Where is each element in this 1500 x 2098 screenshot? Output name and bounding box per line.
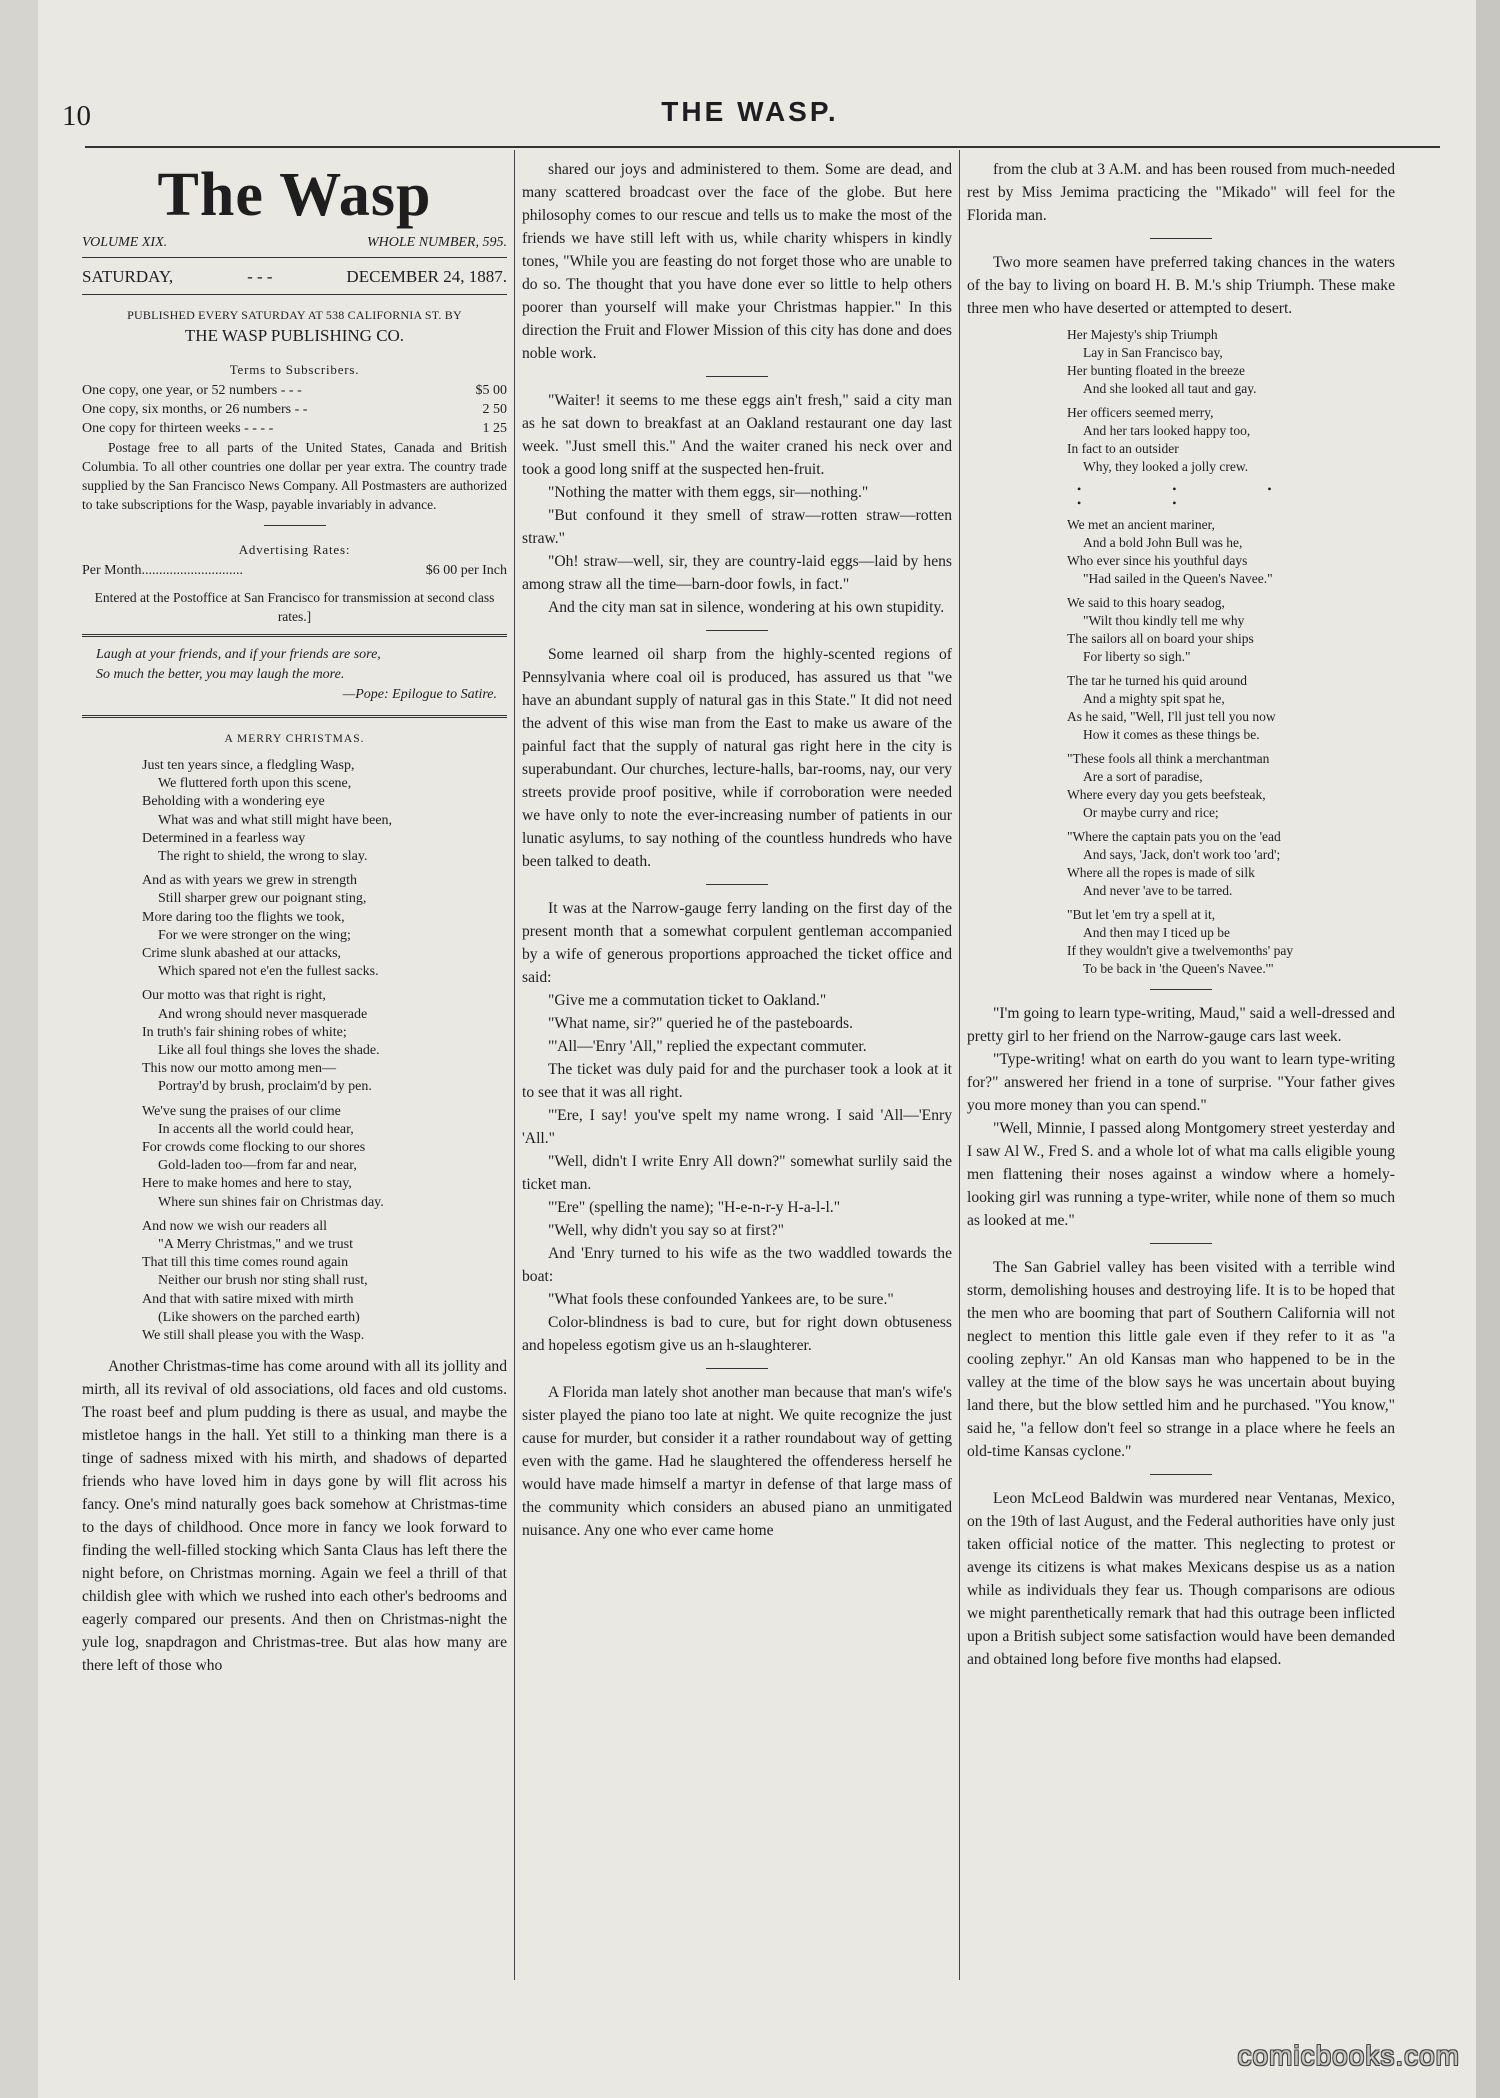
poem-line: What was and what still might have been, bbox=[158, 812, 393, 828]
song-line: "But let 'em try a spell at it, bbox=[1067, 907, 1216, 922]
term-label: One copy, one year, or 52 numbers - - - bbox=[82, 383, 302, 398]
song-line: Why, they looked a jolly crew. bbox=[1083, 459, 1249, 474]
song-line: If they wouldn't give a twelvemonths' pay bbox=[1067, 943, 1294, 958]
poem-stanza bbox=[142, 987, 507, 1096]
divider bbox=[706, 1368, 768, 1369]
song-line: Where every day you gets beefsteak, bbox=[1067, 787, 1266, 802]
terms-table bbox=[82, 381, 507, 438]
paragraph: "Type-writing! what on earth do you want to learn type-writing for?" answered her friend in a tone of surprise. "Your father gives you more money than you can spend." bbox=[967, 1051, 1395, 1114]
poem-line: That till this time comes round again bbox=[142, 1255, 349, 1271]
song-stanza bbox=[1067, 672, 1395, 744]
poem-line: And as with years we grew in strength bbox=[142, 873, 358, 889]
poem-line: Beholding with a wondering eye bbox=[142, 794, 325, 810]
poem-line: Which spared not e'en the fullest sacks. bbox=[158, 964, 379, 980]
poem-line: "A Merry Christmas," and we trust bbox=[158, 1237, 353, 1253]
poem-title: A MERRY CHRISTMAS. bbox=[224, 733, 365, 745]
poem-line: We still shall please you with the Wasp. bbox=[142, 1328, 365, 1344]
poem-line: (Like showers on the parched earth) bbox=[158, 1309, 360, 1325]
song-triumph bbox=[967, 326, 1395, 978]
song-line: The sailors all on board your ships bbox=[1067, 631, 1254, 646]
song-line: Her Majesty's ship Triumph bbox=[1067, 327, 1218, 342]
poem-stanza bbox=[142, 1218, 507, 1345]
paragraph: Color-blindness is bad to cure, but for right down obtuseness and hopeless egotism give us an h-slaughterer. bbox=[522, 1314, 952, 1354]
article-eggs bbox=[522, 389, 952, 619]
paragraph: The San Gabriel valley has been visited with a terrible wind storm, demolishing houses and destroying life. It is to be hoped that the men who are booming that part of Southern California will not neglect to mention this little gale even if they refer to it as "a cooling zephyr." An old Kansas man who happened to be in the valley at the time of the blow says he was uncertain about buying land there, but the blow settled him and he purchased. "You know," said he, "a fellow don't feel so strange in a place where he feels an old-time Kansas cyclone." bbox=[967, 1259, 1395, 1460]
song-line: Her bunting floated in the breeze bbox=[1067, 363, 1246, 378]
song-line: To be back in 'the Queen's Navee.'" bbox=[1083, 961, 1274, 976]
poem-line: Crime slunk abashed at our attacks, bbox=[142, 946, 342, 962]
header-rule bbox=[85, 146, 1440, 148]
song-line: And she looked all taut and gay. bbox=[1083, 381, 1257, 396]
divider bbox=[706, 376, 768, 377]
article-florida-cont bbox=[967, 158, 1395, 227]
page-edge bbox=[1476, 0, 1500, 2098]
article-fruit-flower bbox=[522, 158, 952, 365]
dashes: - - - bbox=[247, 267, 273, 286]
song-stanza bbox=[1067, 326, 1395, 398]
running-head: THE WASP. bbox=[661, 96, 839, 127]
song-line: "These fools all think a merchantman bbox=[1067, 751, 1270, 766]
song-line: Her officers seemed merry, bbox=[1067, 405, 1214, 420]
ad-label: Per Month............................. bbox=[82, 563, 243, 578]
paragraph: "'All—'Enry 'All," replied the expectant commuter. bbox=[548, 1038, 867, 1055]
postage-note: Postage free to all parts of the United States, Canada and British Columbia. To all other countries one dollar per year extra. The country trade supplied by the San Francisco News Company. All Postmasters are authorized to take subscriptions for the Wasp, payable invariably in advance. bbox=[82, 440, 507, 512]
divider bbox=[1150, 238, 1212, 239]
dateline bbox=[82, 257, 507, 295]
whole-number: WHOLE NUMBER, 595. bbox=[367, 235, 507, 250]
poem-line: Like all foul things she loves the shade. bbox=[158, 1043, 380, 1059]
paragraph: "I'm going to learn type-writing, Maud," said a well-dressed and pretty girl to her friend on the Narrow-gauge cars last week. bbox=[967, 1005, 1395, 1045]
poem-line: Determined in a fearless way bbox=[142, 830, 306, 846]
masthead-title: The Wasp bbox=[157, 161, 432, 229]
article-ferry bbox=[522, 897, 952, 1357]
column-rule-2 bbox=[959, 150, 960, 1980]
column-rule-1 bbox=[514, 150, 515, 1980]
column-1 bbox=[82, 158, 507, 1677]
poem-line: Where sun shines fair on Christmas day. bbox=[158, 1194, 384, 1210]
song-line: How it comes as these things be. bbox=[1083, 727, 1260, 742]
song-line: And a bold John Bull was he, bbox=[1083, 535, 1243, 550]
song-line: "Where the captain pats you on the 'ead bbox=[1067, 829, 1281, 844]
paragraph: Two more seamen have preferred taking chances in the waters of the bay to living on board H. B. M.'s ship Triumph. These make three men who have deserted or attempted to desert. bbox=[967, 254, 1395, 317]
advertising-heading: Advertising Rates: bbox=[238, 542, 351, 557]
poem-line: Neither our brush nor sting shall rust, bbox=[158, 1273, 368, 1289]
poem-line: We fluttered forth upon this scene, bbox=[158, 776, 352, 792]
song-line: And then may I ticed up be bbox=[1083, 925, 1230, 940]
epigraph-line: So much the better, you may laugh the more. bbox=[96, 667, 345, 682]
song-stanza bbox=[1067, 828, 1395, 900]
term-price: $5 00 bbox=[475, 383, 507, 398]
watermark: comicbooks.com bbox=[1237, 2040, 1460, 2071]
song-line: As he said, "Well, I'll just tell you now bbox=[1067, 709, 1276, 724]
article-baldwin bbox=[967, 1487, 1395, 1671]
poem-line: For crowds come flocking to our shores bbox=[142, 1140, 366, 1156]
term-price: 2 50 bbox=[482, 402, 507, 417]
terms-heading: Terms to Subscribers. bbox=[229, 362, 360, 377]
paragraph: Another Christmas-time has come around with all its jollity and mirth, all its revival of old associations, old faces and old customs. The roast beef and plum pudding is there as usual, and maybe the mistletoe hangs in the hall. Yet still to a thinking man there is a tinge of sadness mixed with his mirth, and shadows of departed friends who have loved him in days gone by will flit across his fancy. One's mind naturally goes back somehow at Christmas-time to the days of childhood. Once more in fancy we look forward to finding the well-filled stocking which Santa Claus has left there the night before, on Christmas morning. Again we feel a thrill of that childish glee with which we rushed into each other's bedrooms and eagerly compared our presents. And then on Christmas-night the yule log, snapdragon and Christmas-tree. But alas how many are there left of those who bbox=[82, 1358, 507, 1675]
table-row bbox=[82, 419, 507, 438]
term-label: One copy for thirteen weeks - - - - bbox=[82, 421, 274, 436]
christmas-article bbox=[82, 1355, 507, 1677]
divider bbox=[1150, 1243, 1212, 1244]
paragraph: shared our joys and administered to them. Some are dead, and many scattered broadcast over the face of the globe. But here philosophy comes to our rescue and tells us to make the most of the friends we have still left with us, while charity whispers in kindly tones, "While you are feasting do not forget those who are unable to do so. The thought that you have done ever so little to help others poorer than yourself will make your Christmas happier." In this direction the Fruit and Flower Mission of this city has done and does noble work. bbox=[522, 161, 952, 362]
poem-line: And wrong should never masquerade bbox=[158, 1006, 368, 1022]
epigraph bbox=[96, 645, 507, 705]
term-label: One copy, six months, or 26 numbers - - bbox=[82, 402, 308, 417]
paragraph: "Well, Minnie, I passed along Montgomery street yesterday and I saw Al W., Fred S. and a whole lot of what ma calls eligible young men flattening their noses against a window where a homely-looking girl was running a type-writer, while none of them so much as looked at me." bbox=[967, 1120, 1395, 1229]
song-line: We met an ancient mariner, bbox=[1067, 517, 1215, 532]
publisher: THE WASP PUBLISHING CO. bbox=[184, 326, 405, 345]
paragraph: A Florida man lately shot another man because that man's wife's sister played the piano too late at night. We quite recognize the just cause for murder, but consider it a rather roundabout way of getting even with the game. Had he slaughtered the offenderess herself he would have made himself a martyr in defense of that large mass of the community which considers an abused piano an unmitigated nuisance. Any one who ever came home bbox=[522, 1384, 952, 1539]
paragraph: "Well, didn't I write Enry All down?" somewhat surlily said the ticket man. bbox=[522, 1153, 952, 1193]
volume: VOLUME XIX. bbox=[82, 235, 168, 250]
paragraph: Some learned oil sharp from the highly-scented regions of Pennsylvania where coal oil is produced, has assured us that "we have an abundant supply of natural gas in this State." It did not need the advent of this wise man from the East to make us aware of the painful fact that the supply of natural gas right here in the city is superabundant. Our churches, lecture-halls, bar-rooms, nay, our very streets provide proof positive, while if corroboration were needed we have only to note the ever-increasing number of patients in our lunatic asylums, to say nothing of the countless hundreds who have been talked to death. bbox=[522, 646, 952, 870]
term-price: 1 25 bbox=[482, 421, 507, 436]
paragraph: Leon McLeod Baldwin was murdered near Ventanas, Mexico, on the 19th of last August, and the Federal authorities have only just taken official notice of the matter. This neglecting to protest or avenge its citizens is what makes Mexicans despise us as a nation while as individuals they fear us. Though comparisons are odious we might parenthetically remark that had this outrage been inflicted upon a British subject some satisfaction would have been demanded and obtained long before five months had elapsed. bbox=[967, 1490, 1395, 1668]
song-line: "Had sailed in the Queen's Navee." bbox=[1083, 571, 1273, 586]
paragraph: The ticket was duly paid for and the purchaser took a look at it to see that it was all right. bbox=[522, 1061, 952, 1101]
divider bbox=[706, 630, 768, 631]
song-line: Lay in San Francisco bay, bbox=[1083, 345, 1223, 360]
divider bbox=[264, 525, 326, 526]
poem-line: This now our motto among men— bbox=[142, 1061, 337, 1077]
paragraph: "Oh! straw—well, sir, they are country-laid eggs—laid by hens among straw all the time—barn-door fowls, in fact." bbox=[522, 553, 952, 593]
paragraph: "Waiter! it seems to me these eggs ain't fresh," said a city man as he sat down to breakfast at an Oakland restaurant one day last week. "Just smell this." And the waiter craned his neck over and took a good long sniff at the suspected hen-fruit. bbox=[522, 392, 952, 478]
epigraph-line: Laugh at your friends, and if your friends are sore, bbox=[96, 647, 381, 662]
page-number: 10 bbox=[62, 100, 91, 132]
paragraph: And the city man sat in silence, wondering at his own stupidity. bbox=[548, 599, 945, 616]
paragraph: "What fools these confounded Yankees are, to be sure." bbox=[548, 1291, 894, 1308]
poem-line: And that with satire mixed with mirth bbox=[142, 1291, 354, 1307]
song-stanza bbox=[1067, 906, 1395, 978]
paragraph: And 'Enry turned to his wife as the two waddled towards the boat: bbox=[522, 1245, 952, 1285]
poem-line: More daring too the flights we took, bbox=[142, 909, 345, 925]
divider bbox=[1150, 1474, 1212, 1475]
song-line: We said to this hoary seadog, bbox=[1067, 595, 1225, 610]
published-line: PUBLISHED EVERY SATURDAY AT 538 CALIFORNIA ST. BY bbox=[127, 308, 462, 322]
poem-line: In accents all the world could hear, bbox=[158, 1121, 354, 1137]
song-stanza bbox=[1067, 516, 1395, 588]
poem-line: For we were stronger on the wing; bbox=[158, 927, 351, 943]
poem-stanza bbox=[142, 757, 507, 866]
paragraph: "Well, why didn't you say so at first?" bbox=[548, 1222, 785, 1239]
advertising-table bbox=[82, 561, 507, 580]
song-line: Where all the ropes is made of silk bbox=[1067, 865, 1255, 880]
song-line: And never 'ave to be tarred. bbox=[1083, 883, 1233, 898]
paragraph: "'Ere" (spelling the name); "H-e-n-r-y H-a-l-l." bbox=[548, 1199, 841, 1216]
table-row bbox=[82, 561, 507, 580]
song-line: Who ever since his youthful days bbox=[1067, 553, 1248, 568]
song-stanza bbox=[1067, 750, 1395, 822]
article-san-gabriel bbox=[967, 1256, 1395, 1463]
poem-line: Our motto was that right is right, bbox=[142, 988, 326, 1004]
song-line: And a mighty spit spat he, bbox=[1083, 691, 1225, 706]
paragraph: "But confound it they smell of straw—rotten straw—rotten straw." bbox=[522, 507, 952, 547]
song-line: "Wilt thou kindly tell me why bbox=[1083, 613, 1245, 628]
article-natural-gas bbox=[522, 643, 952, 873]
article-florida bbox=[522, 1381, 952, 1542]
article-seamen bbox=[967, 251, 1395, 320]
epigraph-attribution: —Pope: Epilogue to Satire. bbox=[342, 687, 497, 702]
song-line: The tar he turned his quid around bbox=[1067, 673, 1247, 688]
divider bbox=[706, 884, 768, 885]
table-row bbox=[82, 400, 507, 419]
column-2 bbox=[522, 158, 952, 1542]
poem-line: Here to make homes and here to stay, bbox=[142, 1176, 352, 1192]
song-line: Or maybe curry and rice; bbox=[1083, 805, 1219, 820]
paragraph: "Nothing the matter with them eggs, sir—nothing." bbox=[548, 484, 869, 501]
paragraph: "What name, sir?" queried he of the pasteboards. bbox=[548, 1015, 853, 1032]
poem-line: Portray'd by brush, proclaim'd by pen. bbox=[158, 1079, 372, 1095]
double-rule bbox=[82, 715, 507, 718]
poem-line: Gold-laden too—from far and near, bbox=[158, 1158, 357, 1174]
entered-note: Entered at the Postoffice at San Francisco for transmission at second class rates.] bbox=[94, 590, 495, 624]
song-line: For liberty so sigh." bbox=[1083, 649, 1191, 664]
paragraph: "'Ere, I say! you've spelt my name wrong. I said 'All—'Enry 'All." bbox=[522, 1107, 952, 1147]
divider bbox=[1150, 989, 1212, 990]
article-type-writing bbox=[967, 1002, 1395, 1232]
paragraph: It was at the Narrow-gauge ferry landing on the first day of the present month that a somewhat corpulent gentleman accompanied by a wife of generous proportions approached the ticket office and said: bbox=[522, 900, 952, 986]
day: SATURDAY, bbox=[82, 267, 174, 286]
poem-stanza bbox=[142, 1103, 507, 1212]
song-line: In fact to an outsider bbox=[1067, 441, 1179, 456]
table-row bbox=[82, 381, 507, 400]
song-line: And says, 'Jack, don't work too 'ard'; bbox=[1083, 847, 1281, 862]
poem bbox=[82, 757, 507, 1345]
song-line: Are a sort of paradise, bbox=[1083, 769, 1203, 784]
song-line: And her tars looked happy too, bbox=[1083, 423, 1251, 438]
column-3 bbox=[967, 158, 1395, 1671]
poem-stanza bbox=[142, 872, 507, 981]
poem-line: In truth's fair shining robes of white; bbox=[142, 1024, 347, 1040]
poem-line: We've sung the praises of our clime bbox=[142, 1103, 341, 1119]
song-stanza bbox=[1067, 594, 1395, 666]
paragraph: "Give me a commutation ticket to Oakland." bbox=[548, 992, 827, 1009]
double-rule bbox=[82, 634, 507, 637]
ornament-dots: • • • • • bbox=[1077, 482, 1316, 510]
volume-line bbox=[82, 234, 507, 252]
poem-line: And now we wish our readers all bbox=[142, 1218, 328, 1234]
poem-line: Just ten years since, a fledgling Wasp, bbox=[142, 758, 355, 773]
date: DECEMBER 24, 1887. bbox=[346, 267, 507, 286]
paragraph: from the club at 3 A.M. and has been roused from much-needed rest by Miss Jemima practicing the "Mikado" will feel for the Florida man. bbox=[967, 161, 1395, 224]
ad-price: $6 00 per Inch bbox=[425, 563, 507, 578]
song-stanza bbox=[1067, 404, 1395, 476]
poem-line: The right to shield, the wrong to slay. bbox=[158, 849, 368, 865]
poem-line: Still sharper grew our poignant sting, bbox=[158, 891, 367, 907]
